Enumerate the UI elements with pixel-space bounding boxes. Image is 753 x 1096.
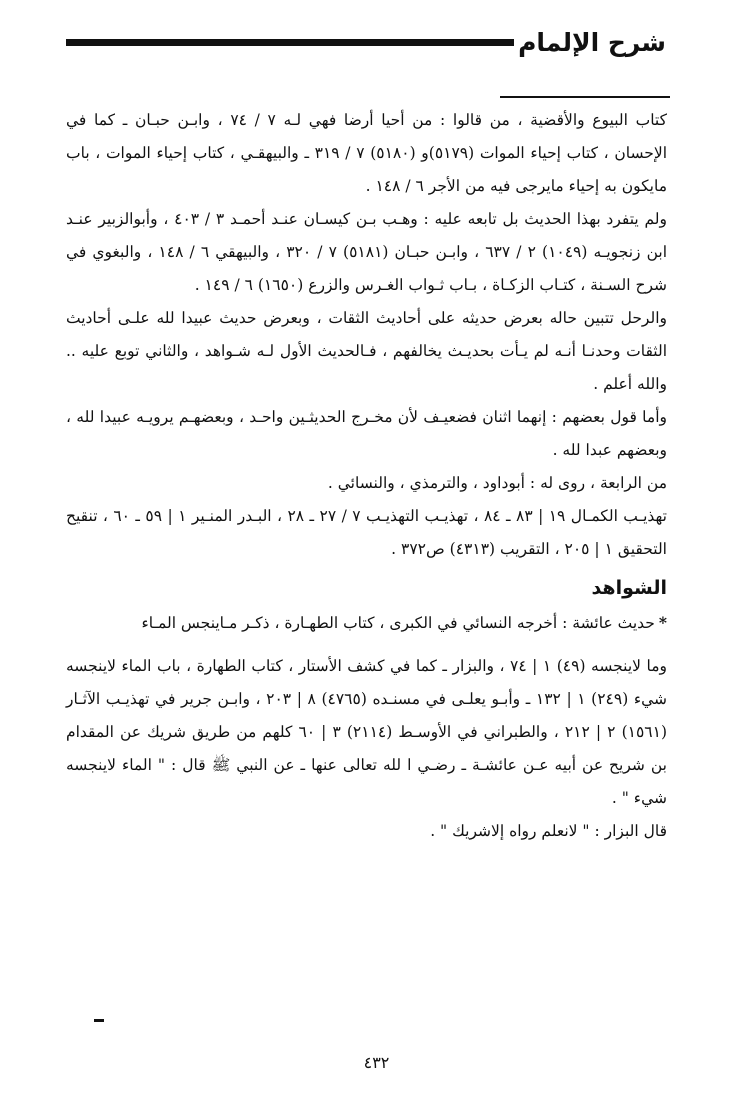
- footnote-paragraph: تهذيـب الكمـال ١٩ | ٨٣ ـ ٨٤ ، تهذيـب التهذيـب ٧ / ٢٧ ـ ٢٨ ، البـدر المنـير ١ | ٥٩ ـ ٦٠ ، تنقيح التحقيق ١ | ٢٠٥ ، التقريب (٤٣١٣) ص٣٧٢ .: [66, 507, 667, 558]
- header-rule: [66, 39, 514, 46]
- section-intro-text: حديث عائشة : أخرجه النسائي في الكبرى ، كتاب الطهـارة ، ذكـر مـاينجس المـاء: [141, 614, 655, 632]
- footnote-paragraph: ولم يتفرد بهذا الحديث بل تابعه عليه : وهـب بـن كيسـان عنـد أحمـد ٣ / ٤٠٣ ، وأبوالزبير عنـد ابن زنجويـه (١٠٤٩) ٢ / ٦٣٧ ، وابـن حبـان (٥١٨١) ٧ / ٣٢٠ ، والبيهقي ٦ / ١٤٨ ، والبغوي في شرح السـنة ، كتـاب الزكـاة ، بـاب ثـواب الغـرس والزرع (١٦٥٠) ٦ / ١٤٩ .: [66, 210, 668, 294]
- page-number: ٤٣٢: [363, 1053, 390, 1072]
- footnote-body: [66, 104, 667, 848]
- footnote-paragraph: من الرابعة ، روى له : أبوداود ، والترمذي ، والنسائي .: [327, 474, 667, 492]
- section-closing: قال البزار : " لانعلم رواه إلاشريك " .: [430, 822, 667, 840]
- section-paragraph: وما لاينجسه (٤٩) ١ | ٧٤ ، والبزار ـ كما في كشف الأستار ، كتاب الطهارة ، باب الماء لاينجسه شيء (٢٤٩) ١ | ١٣٢ ـ وأبـو يعلـى في مسنـده (٤٧٦٥) ٨ | ٢٠٣ ، وابـن جرير في تهذيـب الآثـار (١٥٦١) ٢ | ٢١٢ ، والطبراني في الأوسـط (٢١١٤) ٣ | ٦٠ كلهم من طريق شريك عن المقدام بن شريح عن أبيه عـن عائشـة ـ رضـي ا لله تعالى عنها ـ عن النبي ﷺ قال : " الماء لاينجسه شيء " .: [66, 657, 668, 807]
- running-title: شرح الإلمام: [518, 28, 666, 57]
- footnote-paragraph: كتاب البيوع والأقضية ، من قالوا : من أحيا أرضا فهي لـه ٧ / ٧٤ ، وابـن حبـان ـ كما في الإحسان ، كتاب إحياء الموات (٥١٧٩)و (٥١٨٠) ٧ / ٣١٩ ـ والبيهقـي ، كتاب إحياء الموات ، باب مايكون به إحياء مايرجى فيه من الأجر ٦ / ١٤٨ .: [66, 111, 667, 195]
- running-header: [66, 26, 666, 66]
- end-dash: [94, 1019, 104, 1022]
- section-intro: [66, 606, 667, 640]
- footnote-paragraph: والرحل تتبين حاله بعرض حديثه على أحاديث الثقات ، وبعرض حديث عبيدا لله علـى أحاديث الثقات وحدنـا أنـه لم يـأت بحديـث يخالفهم ، فـالحديث الأول لـه شـواهد ، والثاني توبع عليه .. والله أعلم .: [66, 309, 667, 393]
- footnote-separator: [500, 96, 670, 98]
- section-title: الشواهد: [591, 577, 667, 599]
- bullet-marker: *: [658, 613, 667, 632]
- footnote-paragraph: وأما قول بعضهم : إنهما اثنان فضعيـف لأن مخـرج الحديثـين واحـد ، وبعضهـم يرويـه عبيدا لله ، وبعضهم عبدا لله .: [66, 408, 667, 459]
